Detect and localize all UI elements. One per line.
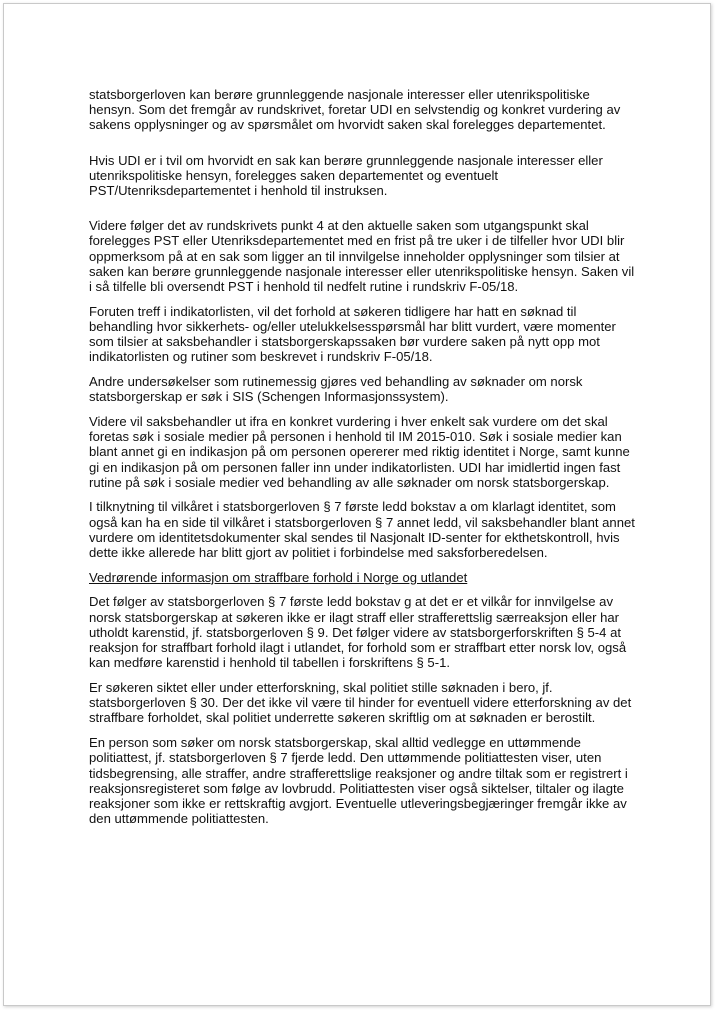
paragraph-klarlagt-identitet: I tilknytning til vilkåret i statsborgerloven § 7 første ledd bokstav a om klarlagt identitet, som også kan ha en side til vilkåret i statsborgerloven § 7 annet ledd, vil saksbehandler blant annet vurdere om identitetsdokumenter skal sendes til Nasjonalt ID-senter for ekthetskontroll, hvis dette ikke allerede har blitt gjort av politiet i forbindelse med saksforberedelsen.	[89, 499, 635, 561]
paragraph-rundskriv-punkt-4: Videre følger det av rundskrivets punkt 4 at den aktuelle saken som utgangspunkt skal forelegges PST eller Utenriksdepartementet med en frist på tre uker i de tilfeller hvor UDI blir oppmerksom på at en sak som ligger an til innvilgelse inneholder opplysninger som tilsier at saken kan berøre grunnleggende nasjonale interesser eller utenrikspolitiske hensyn. Saken vil i så tilfelle bli oversendt PST i henhold til nedfelt rutine i rundskriv F-05/18.	[89, 218, 635, 295]
paragraph-sosiale-medier: Videre vil saksbehandler ut ifra en konkret vurdering i hver enkelt sak vurdere om det skal foretas søk i sosiale medier på personen i henhold til IM 2015-010. Søk i sosiale medier kan blant annet gi en indikasjon på om personen opererer med riktig identitet i Norge, samt kunne gi en indikasjon på om personen faller inn under indikatorlisten. UDI har imidlertid ingen fast rutine på søk i sosiale medier ved behandling av alle søknader om norsk statsborgerskap.	[89, 413, 630, 490]
paragraph-straff-vilkar: Det følger av statsborgerloven § 7 første ledd bokstav g at det er et vilkår for innvilgelse av norsk statsborgerskap at søkeren ikke er ilagt straff eller strafferettslig særreaksjon eller har utholdt karenstid, jf. statsborgerloven § 9. Det følger videre av statsborgerforskriften § 5-4 at reaksjon for straffbart forhold ilagt i utlandet, for forhold som er straffbart etter norsk lov, også kan medføre karenstid i henhold til tabellen i forskriftens § 5-1.	[89, 594, 627, 671]
section-heading: Vedrørende informasjon om straffbare forhold i Norge og utlandet	[89, 569, 468, 585]
document-body	[89, 87, 639, 836]
document-page	[3, 3, 711, 1006]
paragraph-politiattest: En person som søker om norsk statsborgerskap, skal alltid vedlegge en uttømmende politiattest, jf. statsborgerloven § 7 fjerde ledd. Den uttømmende politiattesten viser, uten tidsbegrensing, alle straffer, andre strafferettslige reaksjoner og andre tiltak som er registrert i reaksjonsregisteret som følge av lovbrudd. Politiattesten viser også siktelser, tiltaler og ilagte reaksjoner som ikke er rettskraftig avgjort. Eventuelle utleveringsbegjæringer fremgår ikke av den uttømmende politiattesten.	[89, 735, 628, 827]
paragraph-tvil-udi: Hvis UDI er i tvil om hvorvidt en sak kan berøre grunnleggende nasjonale interesser eller utenrikspolitiske hensyn, forelegges saken departementet og eventuelt PST/Utenriksdepartementet i henhold til instruksen.	[89, 152, 603, 199]
paragraph-foreleggelse-departement: statsborgerloven kan berøre grunnleggende nasjonale interesser eller utenrikspolitiske hensyn. Som det fremgår av rundskrivet, foretar UDI en selvstendig og konkret vurdering av sakens opplysninger og av spørsmålet om hvorvidt saken skal forelegges departementet.	[89, 87, 621, 133]
paragraph-indikatorlisten: Foruten treff i indikatorlisten, vil det forhold at søkeren tidligere har hatt en søknad til behandling hvor sikkerhets- og/eller utelukkelsesspørsmål har blitt vurdert, være momenter som tilsier at saksbehandler i statsborgerskapssaken bør vurdere saken på nytt opp mot indikatorlisten og rutiner som beskrevet i rundskriv F-05/18.	[89, 303, 616, 365]
paragraph-siktet-etterforskning: Er søkeren siktet eller under etterforskning, skal politiet stille søknaden i bero, jf. statsborgerloven § 30. Der det ikke vil være til hinder for eventuell videre etterforskning av det straffbare forholdet, skal politiet underrette søkeren skriftlig om at søknaden er berostilt.	[89, 680, 632, 726]
paragraph-sis-sok: Andre undersøkelser som rutinemessig gjøres ved behandling av søknader om norsk statsborgerskap er søk i SIS (Schengen Informasjonssystem).	[89, 374, 583, 405]
